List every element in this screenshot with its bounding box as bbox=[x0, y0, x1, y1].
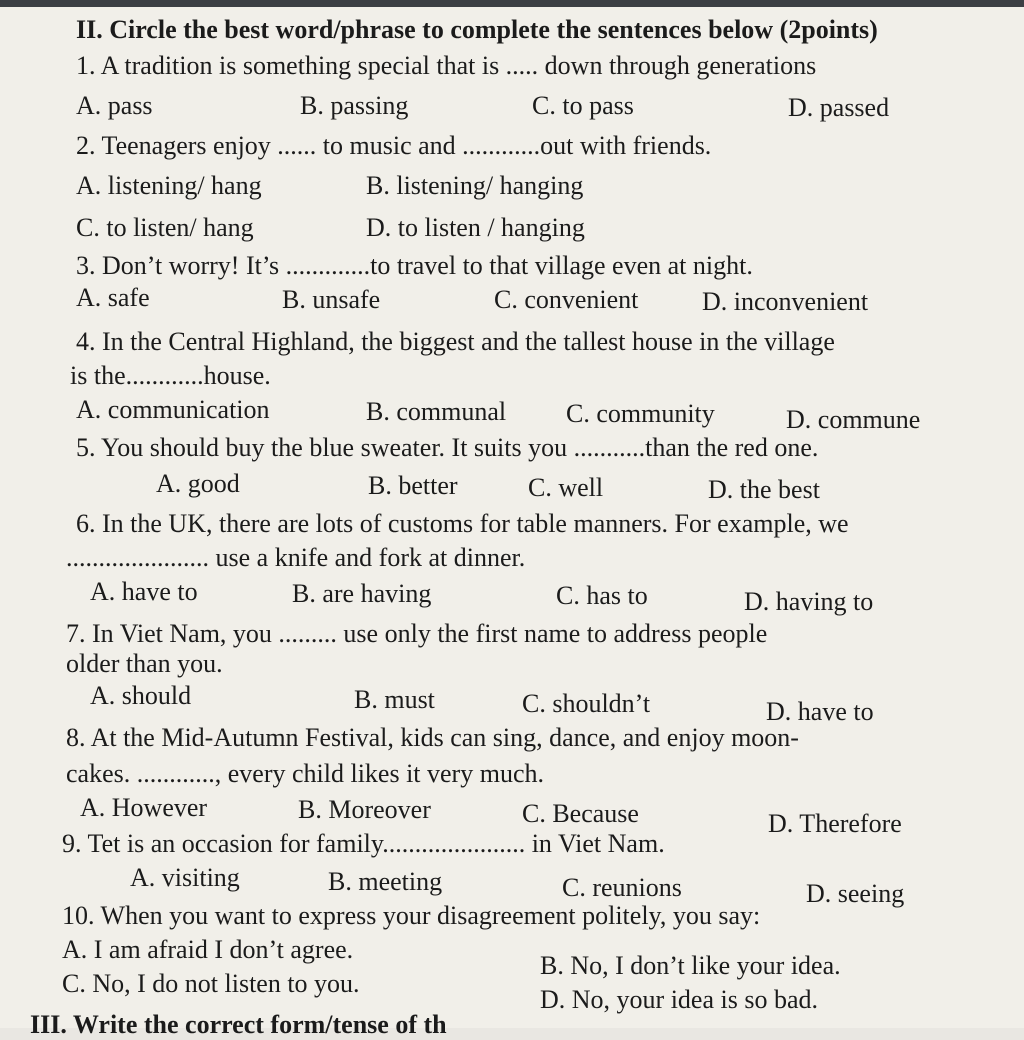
question-1-text: 1. A tradition is something special that is ..... down through generations bbox=[76, 51, 817, 80]
q5-option-a[interactable]: A. good bbox=[156, 469, 240, 498]
q4-option-a[interactable]: A. communication bbox=[76, 395, 270, 424]
q6-option-c[interactable]: C. has to bbox=[556, 581, 648, 610]
q6-option-a[interactable]: A. have to bbox=[90, 577, 198, 606]
q5-option-d[interactable]: D. the best bbox=[708, 475, 820, 504]
window-top-bar bbox=[0, 0, 1024, 7]
q4-option-d[interactable]: D. commune bbox=[786, 405, 921, 434]
q3-option-a[interactable]: A. safe bbox=[76, 283, 150, 312]
question-4-text-line-1: 4. In the Central Highland, the biggest and the tallest house in the village bbox=[76, 327, 835, 356]
question-5-text: 5. You should buy the blue sweater. It suits you ...........than the red one. bbox=[76, 433, 819, 462]
q3-option-d[interactable]: D. inconvenient bbox=[702, 287, 869, 316]
question-7-text-line-2: older than you. bbox=[66, 649, 223, 678]
q9-option-d[interactable]: D. seeing bbox=[806, 879, 905, 908]
q8-option-a[interactable]: A. However bbox=[80, 793, 208, 822]
q4-option-c[interactable]: C. community bbox=[566, 399, 715, 428]
q8-option-c[interactable]: C. Because bbox=[522, 799, 639, 828]
q7-option-c[interactable]: C. shouldn’t bbox=[522, 689, 651, 718]
q8-option-d[interactable]: D. Therefore bbox=[768, 809, 902, 838]
q7-option-d[interactable]: D. have to bbox=[766, 697, 874, 726]
section-title: II. Circle the best word/phrase to complete the sentences below (2points) bbox=[76, 15, 878, 44]
q9-option-a[interactable]: A. visiting bbox=[130, 863, 240, 892]
q7-option-b[interactable]: B. must bbox=[354, 685, 435, 714]
question-7-text-line-1: 7. In Viet Nam, you ......... use only the first name to address people bbox=[66, 619, 768, 648]
q5-option-b[interactable]: B. better bbox=[368, 471, 458, 500]
q4-option-b[interactable]: B. communal bbox=[366, 397, 507, 426]
question-3-text: 3. Don’t worry! It’s .............to travel to that village even at night. bbox=[76, 251, 753, 280]
question-6-text-line-2: ...................... use a knife and fork at dinner. bbox=[66, 543, 526, 572]
q10-option-c[interactable]: C. No, I do not listen to you. bbox=[62, 969, 360, 998]
q3-option-b[interactable]: B. unsafe bbox=[282, 285, 381, 314]
next-section-title-fragment: III. Write the correct form/tense of th bbox=[30, 1010, 447, 1039]
question-2-text: 2. Teenagers enjoy ...... to music and ............out with friends. bbox=[76, 131, 712, 160]
q3-option-c[interactable]: C. convenient bbox=[494, 285, 639, 314]
q2-option-c[interactable]: C. to listen/ hang bbox=[76, 213, 254, 242]
q6-option-b[interactable]: B. are having bbox=[292, 579, 432, 608]
q2-option-b[interactable]: B. listening/ hanging bbox=[366, 171, 584, 200]
q2-option-a[interactable]: A. listening/ hang bbox=[76, 171, 262, 200]
q9-option-b[interactable]: B. meeting bbox=[328, 867, 443, 896]
q9-option-c[interactable]: C. reunions bbox=[562, 873, 682, 902]
q6-option-d[interactable]: D. having to bbox=[744, 587, 874, 616]
q1-option-b[interactable]: B. passing bbox=[300, 91, 409, 120]
q1-option-c[interactable]: C. to pass bbox=[532, 91, 634, 120]
q10-option-b[interactable]: B. No, I don’t like your idea. bbox=[540, 951, 841, 980]
q10-option-d[interactable]: D. No, your idea is so bad. bbox=[540, 985, 819, 1014]
q10-option-a[interactable]: A. I am afraid I don’t agree. bbox=[62, 935, 354, 964]
q7-option-a[interactable]: A. should bbox=[90, 681, 192, 710]
q8-option-b[interactable]: B. Moreover bbox=[298, 795, 431, 824]
q1-option-d[interactable]: D. passed bbox=[788, 93, 890, 122]
q1-option-a[interactable]: A. pass bbox=[76, 91, 153, 120]
q2-option-d[interactable]: D. to listen / hanging bbox=[366, 213, 585, 242]
q5-option-c[interactable]: C. well bbox=[528, 473, 604, 502]
question-8-text-line-2: cakes. ............, every child likes it very much. bbox=[66, 759, 544, 788]
question-9-text: 9. Tet is an occasion for family...................... in Viet Nam. bbox=[62, 829, 665, 858]
question-10-text: 10. When you want to express your disagreement politely, you say: bbox=[62, 901, 761, 930]
worksheet-page bbox=[0, 7, 1024, 1039]
question-8-text-line-1: 8. At the Mid-Autumn Festival, kids can sing, dance, and enjoy moon- bbox=[66, 723, 799, 752]
question-4-text-line-2: is the............house. bbox=[70, 361, 271, 390]
question-6-text-line-1: 6. In the UK, there are lots of customs for table manners. For example, we bbox=[76, 509, 849, 538]
